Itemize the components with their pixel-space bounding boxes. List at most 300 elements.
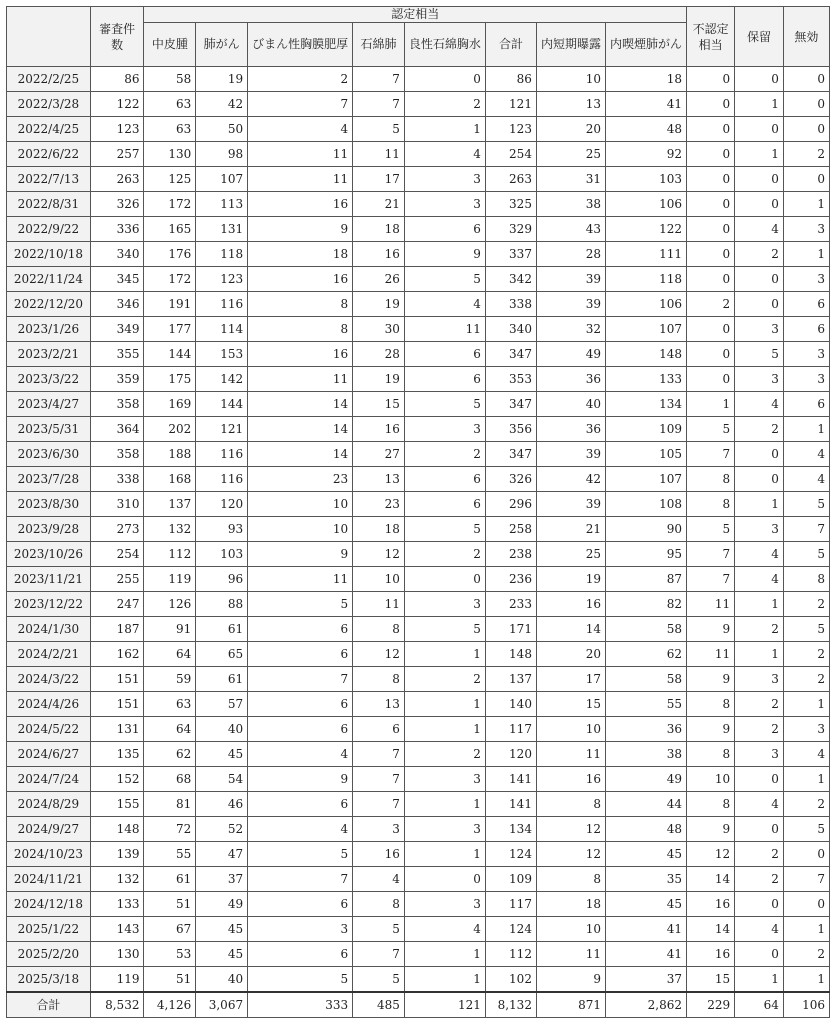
header-review-count: 審査件数	[90, 7, 144, 67]
cell-date: 2024/10/23	[7, 842, 91, 867]
cell-date: 2022/2/25	[7, 67, 91, 92]
cell-benign-effusion: 2	[404, 742, 485, 767]
cell-mesothelioma: 112	[144, 542, 196, 567]
cell-asbestosis: 5	[353, 917, 405, 942]
cell-lung-cancer: 46	[196, 792, 248, 817]
total-invalid: 106	[783, 992, 829, 1018]
cell-benign-effusion: 3	[404, 167, 485, 192]
cell-not-certified: 0	[686, 342, 734, 367]
cell-not-certified: 5	[686, 417, 734, 442]
cell-mesothelioma: 119	[144, 567, 196, 592]
cell-certified-total: 86	[485, 67, 536, 92]
cell-short-exposure: 39	[536, 267, 605, 292]
cell-pleural-thickening: 4	[248, 817, 353, 842]
cell-date: 2024/2/21	[7, 642, 91, 667]
cell-asbestosis: 7	[353, 767, 405, 792]
cell-pleural-thickening: 7	[248, 667, 353, 692]
cell-mesothelioma: 168	[144, 467, 196, 492]
cell-certified-total: 263	[485, 167, 536, 192]
cell-mesothelioma: 53	[144, 942, 196, 967]
cell-review-count: 139	[90, 842, 144, 867]
table-row	[7, 542, 830, 567]
cell-benign-effusion: 6	[404, 492, 485, 517]
cell-invalid: 3	[783, 717, 829, 742]
cell-reserved: 0	[735, 892, 784, 917]
header-invalid: 無効	[783, 7, 829, 67]
cell-asbestosis: 17	[353, 167, 405, 192]
cell-lung-cancer: 50	[196, 117, 248, 142]
cell-reserved: 0	[735, 117, 784, 142]
cell-short-exposure: 39	[536, 292, 605, 317]
cell-short-exposure: 16	[536, 767, 605, 792]
cell-invalid: 2	[783, 667, 829, 692]
cell-mesothelioma: 62	[144, 742, 196, 767]
cell-review-count: 359	[90, 367, 144, 392]
cell-short-exposure: 20	[536, 117, 605, 142]
cell-lung-cancer: 98	[196, 142, 248, 167]
cell-not-certified: 8	[686, 792, 734, 817]
table-row	[7, 292, 830, 317]
cell-reserved: 3	[735, 367, 784, 392]
cell-short-exposure: 25	[536, 142, 605, 167]
cell-not-certified: 0	[686, 67, 734, 92]
cell-benign-effusion: 1	[404, 642, 485, 667]
cell-benign-effusion: 1	[404, 692, 485, 717]
cell-pleural-thickening: 5	[248, 842, 353, 867]
cell-reserved: 0	[735, 467, 784, 492]
cell-smoking-lung-cancer: 118	[605, 267, 686, 292]
cell-not-certified: 15	[686, 967, 734, 993]
header-reserved: 保留	[735, 7, 784, 67]
cell-benign-effusion: 5	[404, 617, 485, 642]
cell-short-exposure: 39	[536, 492, 605, 517]
cell-invalid: 1	[783, 417, 829, 442]
cell-review-count: 349	[90, 317, 144, 342]
cell-invalid: 3	[783, 367, 829, 392]
cell-invalid: 2	[783, 592, 829, 617]
cell-review-count: 310	[90, 492, 144, 517]
cell-lung-cancer: 120	[196, 492, 248, 517]
cell-mesothelioma: 202	[144, 417, 196, 442]
cell-benign-effusion: 5	[404, 267, 485, 292]
cell-short-exposure: 49	[536, 342, 605, 367]
cell-certified-total: 117	[485, 717, 536, 742]
cell-pleural-thickening: 6	[248, 892, 353, 917]
cell-smoking-lung-cancer: 41	[605, 942, 686, 967]
cell-mesothelioma: 132	[144, 517, 196, 542]
cell-smoking-lung-cancer: 55	[605, 692, 686, 717]
cell-benign-effusion: 4	[404, 292, 485, 317]
cell-short-exposure: 25	[536, 542, 605, 567]
cell-date: 2022/4/25	[7, 117, 91, 142]
cell-benign-effusion: 5	[404, 517, 485, 542]
table-row	[7, 167, 830, 192]
cell-short-exposure: 20	[536, 642, 605, 667]
table-row	[7, 917, 830, 942]
table-row	[7, 717, 830, 742]
cell-not-certified: 0	[686, 167, 734, 192]
cell-smoking-lung-cancer: 107	[605, 467, 686, 492]
table-row	[7, 367, 830, 392]
cell-reserved: 4	[735, 542, 784, 567]
cell-certified-total: 102	[485, 967, 536, 993]
cell-pleural-thickening: 16	[248, 342, 353, 367]
cell-certified-total: 353	[485, 367, 536, 392]
table-row	[7, 892, 830, 917]
cell-asbestosis: 7	[353, 92, 405, 117]
cell-invalid: 4	[783, 442, 829, 467]
cell-review-count: 254	[90, 542, 144, 567]
total-asbestosis: 485	[353, 992, 405, 1018]
cell-certified-total: 329	[485, 217, 536, 242]
cell-smoking-lung-cancer: 41	[605, 917, 686, 942]
cell-lung-cancer: 153	[196, 342, 248, 367]
cell-asbestosis: 7	[353, 792, 405, 817]
cell-invalid: 2	[783, 642, 829, 667]
cell-smoking-lung-cancer: 108	[605, 492, 686, 517]
cell-reserved: 0	[735, 267, 784, 292]
cell-not-certified: 8	[686, 492, 734, 517]
cell-not-certified: 0	[686, 242, 734, 267]
cell-asbestosis: 6	[353, 717, 405, 742]
cell-certified-total: 112	[485, 942, 536, 967]
cell-benign-effusion: 4	[404, 917, 485, 942]
cell-review-count: 132	[90, 867, 144, 892]
cell-date: 2023/12/22	[7, 592, 91, 617]
cell-invalid: 1	[783, 242, 829, 267]
cell-smoking-lung-cancer: 62	[605, 642, 686, 667]
cell-asbestosis: 16	[353, 242, 405, 267]
cell-smoking-lung-cancer: 90	[605, 517, 686, 542]
cell-benign-effusion: 1	[404, 117, 485, 142]
cell-date: 2024/3/22	[7, 667, 91, 692]
table-row	[7, 667, 830, 692]
total-reserved: 64	[735, 992, 784, 1018]
cell-certified-total: 141	[485, 767, 536, 792]
cell-pleural-thickening: 7	[248, 92, 353, 117]
cell-reserved: 1	[735, 142, 784, 167]
cell-pleural-thickening: 9	[248, 542, 353, 567]
table-row	[7, 967, 830, 993]
cell-reserved: 1	[735, 92, 784, 117]
cell-invalid: 4	[783, 742, 829, 767]
cell-invalid: 1	[783, 692, 829, 717]
cell-pleural-thickening: 4	[248, 117, 353, 142]
cell-certified-total: 356	[485, 417, 536, 442]
cell-pleural-thickening: 6	[248, 642, 353, 667]
cell-invalid: 2	[783, 792, 829, 817]
cell-review-count: 263	[90, 167, 144, 192]
cell-mesothelioma: 126	[144, 592, 196, 617]
cell-invalid: 0	[783, 842, 829, 867]
cell-lung-cancer: 121	[196, 417, 248, 442]
cell-smoking-lung-cancer: 107	[605, 317, 686, 342]
cell-pleural-thickening: 14	[248, 392, 353, 417]
cell-review-count: 257	[90, 142, 144, 167]
cell-invalid: 3	[783, 342, 829, 367]
cell-mesothelioma: 64	[144, 642, 196, 667]
header-not-certified: 不認定相当	[686, 7, 734, 67]
cell-invalid: 2	[783, 142, 829, 167]
total-not-certified: 229	[686, 992, 734, 1018]
table-row	[7, 467, 830, 492]
cell-certified-total: 124	[485, 917, 536, 942]
cell-review-count: 326	[90, 192, 144, 217]
cell-certified-total: 124	[485, 842, 536, 867]
cell-date: 2023/4/27	[7, 392, 91, 417]
header-certified-group: 認定相当	[144, 7, 687, 23]
cell-invalid: 8	[783, 567, 829, 592]
cell-asbestosis: 23	[353, 492, 405, 517]
cell-mesothelioma: 51	[144, 967, 196, 993]
totals-label: 合計	[7, 992, 91, 1018]
cell-short-exposure: 43	[536, 217, 605, 242]
cell-invalid: 5	[783, 617, 829, 642]
cell-smoking-lung-cancer: 92	[605, 142, 686, 167]
cell-reserved: 0	[735, 167, 784, 192]
cell-asbestosis: 19	[353, 292, 405, 317]
cell-mesothelioma: 51	[144, 892, 196, 917]
header-benign-effusion: 良性石綿胸水	[404, 23, 485, 67]
cell-mesothelioma: 68	[144, 767, 196, 792]
cell-benign-effusion: 3	[404, 192, 485, 217]
cell-not-certified: 12	[686, 842, 734, 867]
cell-review-count: 151	[90, 692, 144, 717]
cell-smoking-lung-cancer: 87	[605, 567, 686, 592]
cell-reserved: 3	[735, 742, 784, 767]
review-results-table	[6, 6, 830, 1018]
cell-review-count: 187	[90, 617, 144, 642]
table-row	[7, 267, 830, 292]
header-short-exposure: 内短期曝露	[536, 23, 605, 67]
cell-date: 2022/10/18	[7, 242, 91, 267]
cell-lung-cancer: 116	[196, 292, 248, 317]
cell-not-certified: 16	[686, 942, 734, 967]
cell-pleural-thickening: 11	[248, 567, 353, 592]
header-pleural-thickening: びまん性胸膜肥厚	[248, 23, 353, 67]
cell-benign-effusion: 6	[404, 467, 485, 492]
cell-benign-effusion: 9	[404, 242, 485, 267]
cell-lung-cancer: 45	[196, 742, 248, 767]
header-date	[7, 7, 91, 67]
cell-date: 2023/8/30	[7, 492, 91, 517]
cell-smoking-lung-cancer: 45	[605, 892, 686, 917]
cell-date: 2023/5/31	[7, 417, 91, 442]
cell-smoking-lung-cancer: 49	[605, 767, 686, 792]
cell-benign-effusion: 11	[404, 317, 485, 342]
cell-certified-total: 258	[485, 517, 536, 542]
cell-pleural-thickening: 11	[248, 142, 353, 167]
cell-date: 2024/7/24	[7, 767, 91, 792]
cell-review-count: 130	[90, 942, 144, 967]
total-mesothelioma: 4,126	[144, 992, 196, 1018]
cell-pleural-thickening: 11	[248, 367, 353, 392]
cell-invalid: 1	[783, 767, 829, 792]
cell-pleural-thickening: 4	[248, 742, 353, 767]
cell-not-certified: 9	[686, 617, 734, 642]
cell-mesothelioma: 172	[144, 267, 196, 292]
cell-short-exposure: 11	[536, 942, 605, 967]
cell-short-exposure: 13	[536, 92, 605, 117]
cell-lung-cancer: 131	[196, 217, 248, 242]
cell-smoking-lung-cancer: 45	[605, 842, 686, 867]
cell-certified-total: 337	[485, 242, 536, 267]
cell-asbestosis: 16	[353, 842, 405, 867]
cell-reserved: 2	[735, 692, 784, 717]
cell-date: 2023/7/28	[7, 467, 91, 492]
cell-benign-effusion: 1	[404, 717, 485, 742]
cell-date: 2022/8/31	[7, 192, 91, 217]
cell-benign-effusion: 0	[404, 867, 485, 892]
cell-certified-total: 347	[485, 342, 536, 367]
cell-invalid: 5	[783, 492, 829, 517]
cell-review-count: 119	[90, 967, 144, 993]
cell-not-certified: 8	[686, 467, 734, 492]
cell-mesothelioma: 125	[144, 167, 196, 192]
cell-short-exposure: 17	[536, 667, 605, 692]
cell-mesothelioma: 169	[144, 392, 196, 417]
table-row	[7, 442, 830, 467]
cell-lung-cancer: 123	[196, 267, 248, 292]
cell-mesothelioma: 188	[144, 442, 196, 467]
table-row	[7, 842, 830, 867]
header-smoking-lung-cancer: 内喫煙肺がん	[605, 23, 686, 67]
cell-short-exposure: 15	[536, 692, 605, 717]
cell-review-count: 143	[90, 917, 144, 942]
cell-pleural-thickening: 6	[248, 717, 353, 742]
cell-pleural-thickening: 14	[248, 442, 353, 467]
cell-invalid: 6	[783, 292, 829, 317]
cell-certified-total: 326	[485, 467, 536, 492]
cell-not-certified: 7	[686, 567, 734, 592]
cell-mesothelioma: 130	[144, 142, 196, 167]
cell-reserved: 3	[735, 667, 784, 692]
cell-review-count: 247	[90, 592, 144, 617]
cell-not-certified: 9	[686, 717, 734, 742]
cell-smoking-lung-cancer: 58	[605, 617, 686, 642]
totals-row	[7, 992, 830, 1018]
cell-smoking-lung-cancer: 109	[605, 417, 686, 442]
cell-lung-cancer: 54	[196, 767, 248, 792]
cell-invalid: 0	[783, 892, 829, 917]
table-row	[7, 492, 830, 517]
cell-asbestosis: 15	[353, 392, 405, 417]
cell-invalid: 0	[783, 67, 829, 92]
cell-asbestosis: 18	[353, 517, 405, 542]
cell-benign-effusion: 1	[404, 967, 485, 993]
cell-review-count: 358	[90, 392, 144, 417]
cell-reserved: 1	[735, 592, 784, 617]
cell-short-exposure: 19	[536, 567, 605, 592]
cell-review-count: 255	[90, 567, 144, 592]
cell-short-exposure: 8	[536, 792, 605, 817]
total-certified-total: 8,132	[485, 992, 536, 1018]
cell-certified-total: 134	[485, 817, 536, 842]
cell-review-count: 152	[90, 767, 144, 792]
cell-reserved: 1	[735, 642, 784, 667]
cell-reserved: 0	[735, 442, 784, 467]
cell-short-exposure: 10	[536, 717, 605, 742]
cell-short-exposure: 36	[536, 367, 605, 392]
cell-invalid: 5	[783, 817, 829, 842]
table-body	[7, 67, 830, 1018]
cell-smoking-lung-cancer: 35	[605, 867, 686, 892]
cell-reserved: 4	[735, 792, 784, 817]
cell-reserved: 2	[735, 717, 784, 742]
cell-lung-cancer: 103	[196, 542, 248, 567]
cell-benign-effusion: 6	[404, 367, 485, 392]
table-row	[7, 92, 830, 117]
cell-smoking-lung-cancer: 122	[605, 217, 686, 242]
cell-lung-cancer: 40	[196, 967, 248, 993]
cell-date: 2022/12/20	[7, 292, 91, 317]
cell-reserved: 4	[735, 917, 784, 942]
header-asbestosis: 石綿肺	[353, 23, 405, 67]
cell-lung-cancer: 116	[196, 442, 248, 467]
cell-reserved: 0	[735, 767, 784, 792]
cell-smoking-lung-cancer: 38	[605, 742, 686, 767]
cell-reserved: 2	[735, 417, 784, 442]
cell-date: 2025/1/22	[7, 917, 91, 942]
cell-invalid: 0	[783, 167, 829, 192]
cell-date: 2024/4/26	[7, 692, 91, 717]
cell-lung-cancer: 52	[196, 817, 248, 842]
cell-lung-cancer: 61	[196, 667, 248, 692]
cell-mesothelioma: 177	[144, 317, 196, 342]
cell-smoking-lung-cancer: 134	[605, 392, 686, 417]
cell-not-certified: 9	[686, 667, 734, 692]
cell-mesothelioma: 176	[144, 242, 196, 267]
cell-not-certified: 1	[686, 392, 734, 417]
cell-review-count: 358	[90, 442, 144, 467]
cell-review-count: 133	[90, 892, 144, 917]
cell-certified-total: 137	[485, 667, 536, 692]
cell-certified-total: 347	[485, 392, 536, 417]
cell-date: 2022/7/13	[7, 167, 91, 192]
results-table-container	[6, 6, 830, 1018]
cell-date: 2022/11/24	[7, 267, 91, 292]
cell-review-count: 131	[90, 717, 144, 742]
cell-smoking-lung-cancer: 58	[605, 667, 686, 692]
cell-not-certified: 7	[686, 542, 734, 567]
total-pleural-thickening: 333	[248, 992, 353, 1018]
cell-reserved: 0	[735, 817, 784, 842]
cell-smoking-lung-cancer: 103	[605, 167, 686, 192]
cell-asbestosis: 21	[353, 192, 405, 217]
cell-mesothelioma: 61	[144, 867, 196, 892]
cell-date: 2023/3/22	[7, 367, 91, 392]
cell-invalid: 6	[783, 317, 829, 342]
table-row	[7, 67, 830, 92]
cell-invalid: 1	[783, 192, 829, 217]
cell-asbestosis: 5	[353, 117, 405, 142]
cell-short-exposure: 21	[536, 517, 605, 542]
cell-smoking-lung-cancer: 82	[605, 592, 686, 617]
cell-review-count: 148	[90, 817, 144, 842]
cell-lung-cancer: 116	[196, 467, 248, 492]
cell-short-exposure: 9	[536, 967, 605, 993]
total-benign-effusion: 121	[404, 992, 485, 1018]
total-review-count: 8,532	[90, 992, 144, 1018]
cell-mesothelioma: 63	[144, 692, 196, 717]
cell-smoking-lung-cancer: 48	[605, 817, 686, 842]
cell-date: 2024/5/22	[7, 717, 91, 742]
cell-benign-effusion: 0	[404, 567, 485, 592]
cell-not-certified: 14	[686, 867, 734, 892]
cell-certified-total: 109	[485, 867, 536, 892]
cell-certified-total: 296	[485, 492, 536, 517]
cell-benign-effusion: 1	[404, 942, 485, 967]
